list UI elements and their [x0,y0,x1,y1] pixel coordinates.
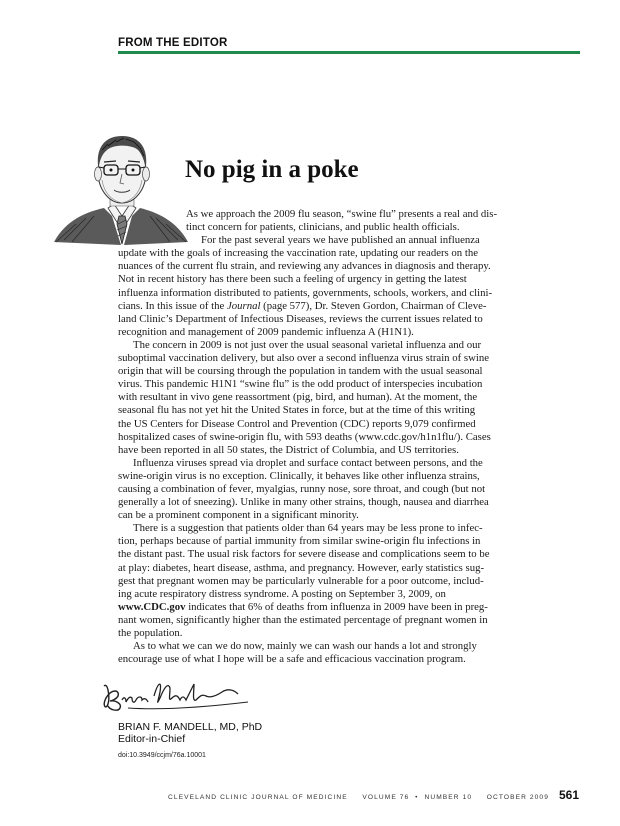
author-title: Editor-in-Chief [118,733,186,745]
body-line: the distant past. The usual risk factors for severe disease and complications seem to be [118,548,490,561]
body-line: recognition and management of 2009 pandemic influenza A (H1N1). [118,325,414,338]
body-line: the US Centers for Disease Control and Prevention (CDC) reports 9,079 confirmed [118,417,476,430]
body-line: nant women, significantly higher than the estimated percentage of pregnant women in [118,613,488,626]
body-line: at play: diabetes, heart disease, asthma, and pregnancy. However, early statistics sug- [118,561,485,574]
body-line: with resultant in vivo gene reassortment (pig, bird, and human). At the moment, the [118,391,478,404]
body-line: As we approach the 2009 flu season, “swine flu” presents a real and dis- [186,208,498,220]
body-line: hospitalized cases of swine-origin flu, with 593 deaths (www.cdc.gov/h1n1flu/). Cases [118,430,491,443]
body-line: www.CDC.gov indicates that 6% of deaths from influenza in 2009 have been in preg- [118,600,488,613]
body-line: origin that will be coursing through the population in tandem with the usual seasonal [118,365,483,378]
body-line: As to what we can we do now, mainly we can wash our hands a lot and strongly [133,640,477,653]
body-line: There is a suggestion that patients older than 64 years may be less prone to infec- [133,522,483,535]
body-line: tion, perhaps because of partial immunity from similar swine-origin flu infections in [118,535,481,548]
journal-italic: Journal [226,299,261,312]
article-body [118,208,539,666]
page-number: 561 [558,788,579,802]
author-name: BRIAN F. MANDELL, MD, PhD [118,721,263,733]
footer-bullet: • [412,794,422,801]
body-line: For the past several years we have published an annual influenza [201,234,480,247]
body-line: seasonal flu has not yet hit the United States in force, but at the time of this writing [118,404,476,417]
body-line: have been reported in all 50 states, the District of Columbia, and US territories. [118,443,459,456]
body-line: cians. In this issue of the Journal (page 577), Dr. Steven Gordon, Chairman of Cleve- [118,299,487,312]
body-line: nuances of the current flu strain, and reviewing any advances in diagnosis and therapy. [118,260,491,273]
section-label: FROM THE EDITOR [118,37,228,49]
page-footer [168,788,579,802]
body-line: influenza information distributed to patients, governments, schools, workers, and clini- [118,286,493,299]
body-line: virus. This pandemic H1N1 “swine flu” is the odd product of interspecies incubation [118,378,483,391]
body-line: Not in recent history has there been such a feeling of urgency in getting the latest [118,273,467,286]
body-line: ing acute respiratory distress syndrome. A posting on September 3, 2009, on [118,587,446,600]
body-line: Influenza viruses spread via droplet and surface contact between persons, and the [133,456,483,469]
body-line: suboptimal vaccination delivery, but also over a second influenza virus strain of swine [118,352,489,365]
footer-journal: CLEVELAND CLINIC JOURNAL OF MEDICINE [168,794,348,801]
body-line: tinct concern for patients, clinicians, and public health officials. [186,221,460,234]
body-line: land Clinic’s Department of Infectious Diseases, reviews the current issues related to [118,312,483,325]
body-line: causing a combination of fever, myalgias, runny nose, sore throat, and cough (but not [118,482,486,495]
body-line: encourage use of what I hope will be a safe and efficacious vaccination program. [118,653,466,666]
header-rule [118,51,580,54]
body-line: can be a prominent component in a significant minority. [118,509,359,522]
body-line: update with the goals of increasing the vaccination rate, updating our readers on the [118,247,478,260]
body-line: The concern in 2009 is not just over the usual seasonal varietal influenza and our [133,338,482,351]
footer-volume: VOLUME 76 [362,794,410,801]
body-line: gest that pregnant women may be particularly vulnerable for a poor outcome, includ- [118,574,484,587]
footer-number: NUMBER 10 [424,794,473,801]
doi: doi:10.3949/ccjm/76a.10001 [118,752,206,759]
footer-date: OCTOBER 2009 [486,794,549,801]
article-title: No pig in a poke [185,156,359,183]
body-line: the population. [118,627,183,639]
body-line: swine-origin virus is no exception. Clinically, it behaves like other influenza strains, [118,469,480,482]
signature-image [98,668,253,716]
cdc-link[interactable]: www.CDC.gov [118,600,186,613]
body-line: generally a lot of sneezing). Unlike in many other strains, though, nausea and diarrhea [118,496,489,509]
